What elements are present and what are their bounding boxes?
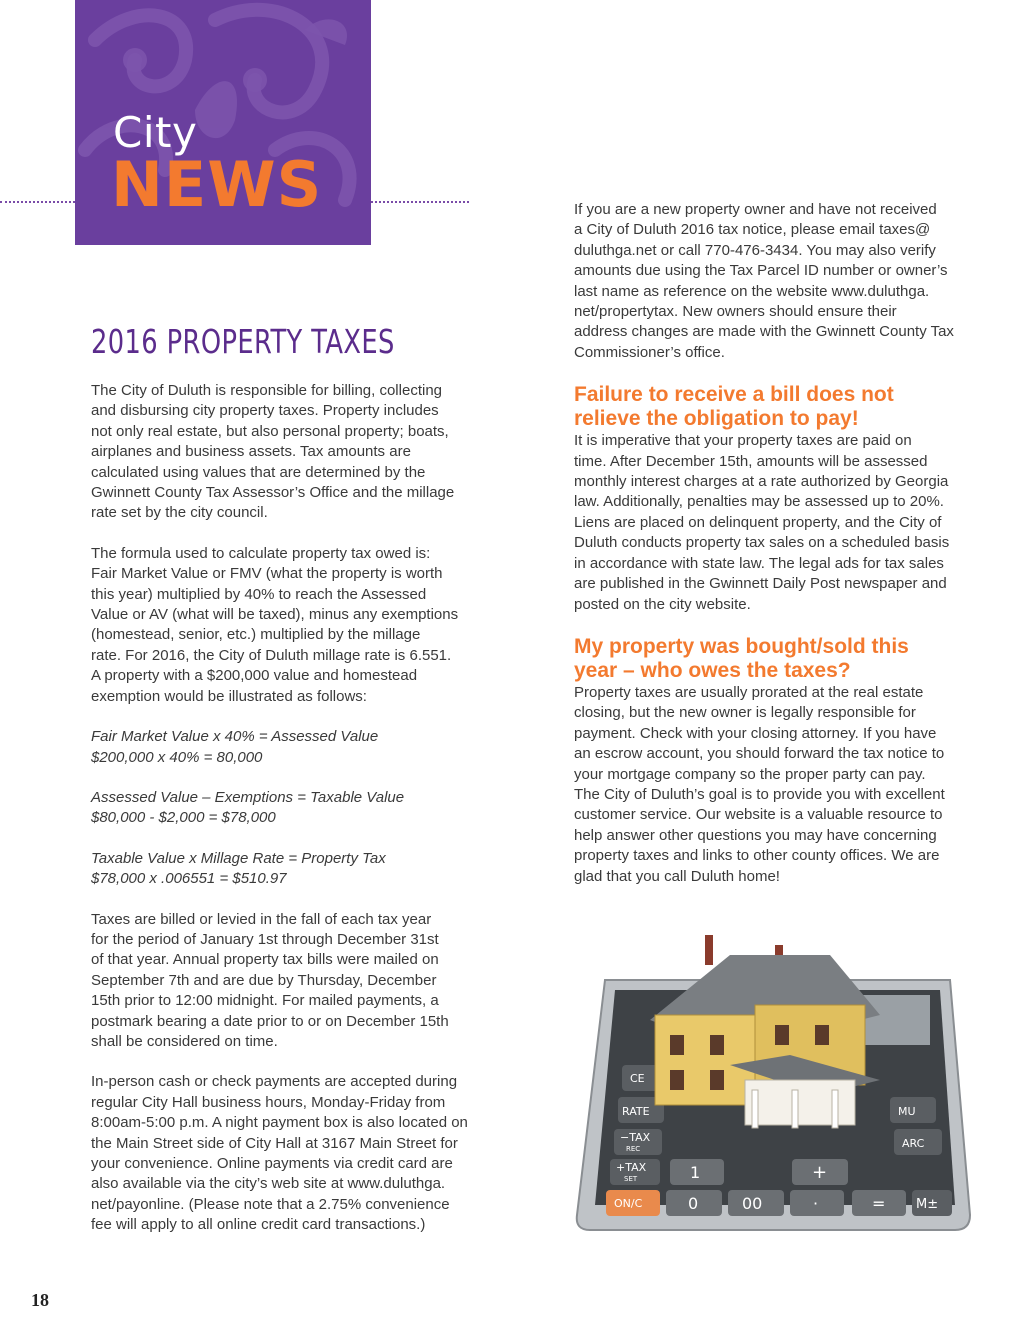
text-line: are published in the Gwinnett Daily Post newspaper and <box>574 575 947 593</box>
text-line: airplanes and business assets. Tax amounts are <box>91 443 411 461</box>
text-line: Gwinnett County Tax Assessor’s Office and the millage <box>91 484 455 502</box>
text-line: your mortgage company so the proper party can pay. <box>574 765 926 783</box>
text-line: Property taxes are usually prorated at the real estate <box>574 683 924 701</box>
text-line: The City of Duluth is responsible for billing, collecting <box>91 382 442 399</box>
text-line: time. After December 15th, amounts will be assessed <box>574 452 928 470</box>
text-line: your convenience. Online payments via credit card are <box>91 1155 453 1172</box>
text-line: Fair Market Value x 40% = Assessed Value <box>91 728 379 746</box>
text-line: also available via the city’s web site at www.duluthga. <box>91 1175 446 1193</box>
text-line: $200,000 x 40% = 80,000 <box>91 748 263 766</box>
dotted-rule-left <box>0 201 75 203</box>
text-line: Taxable Value x Millage Rate = Property Tax <box>91 849 386 867</box>
key-1: 1 <box>690 1163 701 1182</box>
text-line: In-person cash or check payments are accepted during <box>91 1073 458 1091</box>
text-line: A property with a $200,000 value and homestead <box>91 667 418 685</box>
text-line: exemption would be illustrated as follows: <box>91 687 367 705</box>
text-line: rate. For 2016, the City of Duluth millage rate is 6.551. <box>91 646 452 664</box>
text-line: Assessed Value – Exemptions = Taxable Value <box>91 788 405 806</box>
key-ce: CE <box>630 1072 645 1085</box>
text-line: Taxes are billed or levied in the fall of each tax year <box>91 910 432 928</box>
page-number: 18 <box>31 1290 49 1310</box>
text-line: It is imperative that your property taxes are paid on <box>574 432 912 450</box>
text-line: net/payonline. (Please note that a 2.75% convenience <box>91 1195 450 1213</box>
key-mu: MU <box>898 1105 916 1118</box>
text-line: posted on the city website. <box>574 595 751 613</box>
text-line: My property was bought/sold this <box>574 634 909 658</box>
formula-assessed <box>91 727 491 768</box>
text-line: 15th prior to 12:00 midnight. For mailed payments, a <box>91 992 439 1010</box>
text-line: relieve the obligation to pay! <box>574 407 859 431</box>
text-line: Liens are placed on delinquent property, and the City of <box>574 513 942 531</box>
text-line: If you are a new property owner and have not received <box>574 201 937 218</box>
text-line: glad that you call Duluth home! <box>574 867 780 885</box>
key-arc: ARC <box>902 1137 925 1150</box>
text-line: and disbursing city property taxes. Property includes <box>91 402 439 420</box>
key-dot: · <box>813 1194 819 1213</box>
house-calculator-photo <box>530 885 1010 1265</box>
key-0: 0 <box>688 1194 699 1213</box>
dotted-rule-right <box>371 201 469 203</box>
text-line: for the period of January 1st through December 31st <box>91 930 439 948</box>
text-line: the Main Street side of City Hall at 3167 Main Street for <box>91 1134 458 1152</box>
key-onc: ON/C <box>614 1197 643 1210</box>
text-line: monthly interest charges at a rate authorized by Georgia <box>574 473 949 491</box>
paragraph-prorated <box>574 683 974 887</box>
text-line: this year) multiplied by 40% to reach the Assessed <box>91 585 427 603</box>
text-line: Fair Market Value or FMV (what the property is worth <box>91 565 443 583</box>
text-line: closing, but the new owner is legally responsible for <box>574 704 916 722</box>
text-line: address changes are made with the Gwinnett County Tax <box>574 323 954 341</box>
text-line: September 7th and are due by Thursday, December <box>91 971 437 989</box>
text-line: Value or AV (what will be taxed), minus any exemptions <box>91 606 459 624</box>
text-line: last name as reference on the website www.duluthga. <box>574 282 930 300</box>
banner-news: NEWS <box>111 148 323 221</box>
text-line: 8:00am-5:00 p.m. A night payment box is also located on <box>91 1114 468 1132</box>
paragraph-new-owner <box>574 200 974 363</box>
text-line: of that year. Annual property tax bills were mailed on <box>91 951 439 969</box>
key-set: SET <box>624 1175 638 1183</box>
text-line: (homestead, senior, etc.) multiplied by the millage <box>91 626 421 644</box>
key-plus-tax: +TAX <box>616 1161 647 1174</box>
formula-taxable <box>91 788 491 829</box>
text-line: regular City Hall business hours, Monday-Friday from <box>91 1093 446 1111</box>
text-line: The formula used to calculate property tax owed is: <box>91 544 431 562</box>
paragraph-due-dates <box>91 910 491 1053</box>
key-mplus: M± <box>916 1197 939 1212</box>
text-line: net/propertytax. New owners should ensure their <box>574 303 897 321</box>
text-line: year – who owes the taxes? <box>574 658 851 682</box>
formula-tax <box>91 849 491 890</box>
text-line: Failure to receive a bill does not <box>574 383 894 407</box>
text-line: duluthga.net or call 770-476-3434. You may also verify <box>574 241 936 259</box>
text-line: $78,000 x .006551 = $510.97 <box>91 870 287 888</box>
subhead-failure <box>574 383 974 431</box>
text-line: fee will apply to all online credit card transactions.) <box>91 1216 426 1234</box>
text-line: a City of Duluth 2016 tax notice, please email taxes@ <box>574 221 931 239</box>
section-title: 2016 PROPERTY TAXES <box>91 322 395 361</box>
text-line: $80,000 - $2,000 = $78,000 <box>91 809 276 827</box>
key-equals: = <box>872 1194 886 1213</box>
text-line: Duluth conducts property tax sales on a scheduled basis <box>574 534 950 552</box>
left-column <box>91 381 491 1256</box>
text-line: rate set by the city council. <box>91 504 268 522</box>
house-model <box>650 935 880 1128</box>
key-00: 00 <box>742 1194 763 1213</box>
text-line: shall be considered on time. <box>91 1032 278 1050</box>
right-column <box>574 200 974 907</box>
key-rate: RATE <box>622 1105 650 1118</box>
text-line: law. Additionally, penalties may be assessed up to 20%. <box>574 493 944 511</box>
text-line: postmark bearing a date prior to or on December 15th <box>91 1012 449 1030</box>
paragraph-payments <box>91 1072 491 1235</box>
text-line: calculated using values that are determined by the <box>91 463 426 481</box>
city-news-banner <box>75 0 371 245</box>
text-line: Commissioner’s office. <box>574 343 725 361</box>
text-line: customer service. Our website is a valuable resource to <box>574 806 943 824</box>
key-plus: + <box>812 1162 828 1183</box>
text-line: amounts due using the Tax Parcel ID number or owner’s <box>574 262 948 280</box>
text-line: property taxes and links to other county offices. We are <box>574 847 940 865</box>
subhead-bought-sold <box>574 635 974 683</box>
text-line: help answer other questions you may have concerning <box>574 826 937 844</box>
text-line: payment. Check with your closing attorney. If you have <box>574 724 937 742</box>
key-rec: REC <box>626 1145 641 1153</box>
banner-city: City <box>113 108 198 157</box>
text-line: an escrow account, you should forward the tax notice to <box>574 745 945 763</box>
paragraph-billing <box>91 381 491 524</box>
text-line: in accordance with state law. The legal ads for tax sales <box>574 554 944 572</box>
text-line: The City of Duluth’s goal is to provide you with excellent <box>574 785 945 803</box>
paragraph-penalties <box>574 431 974 615</box>
key-minus-tax: −TAX <box>620 1131 651 1144</box>
paragraph-formula <box>91 544 491 707</box>
text-line: not only real estate, but also personal property; boats, <box>91 422 449 440</box>
